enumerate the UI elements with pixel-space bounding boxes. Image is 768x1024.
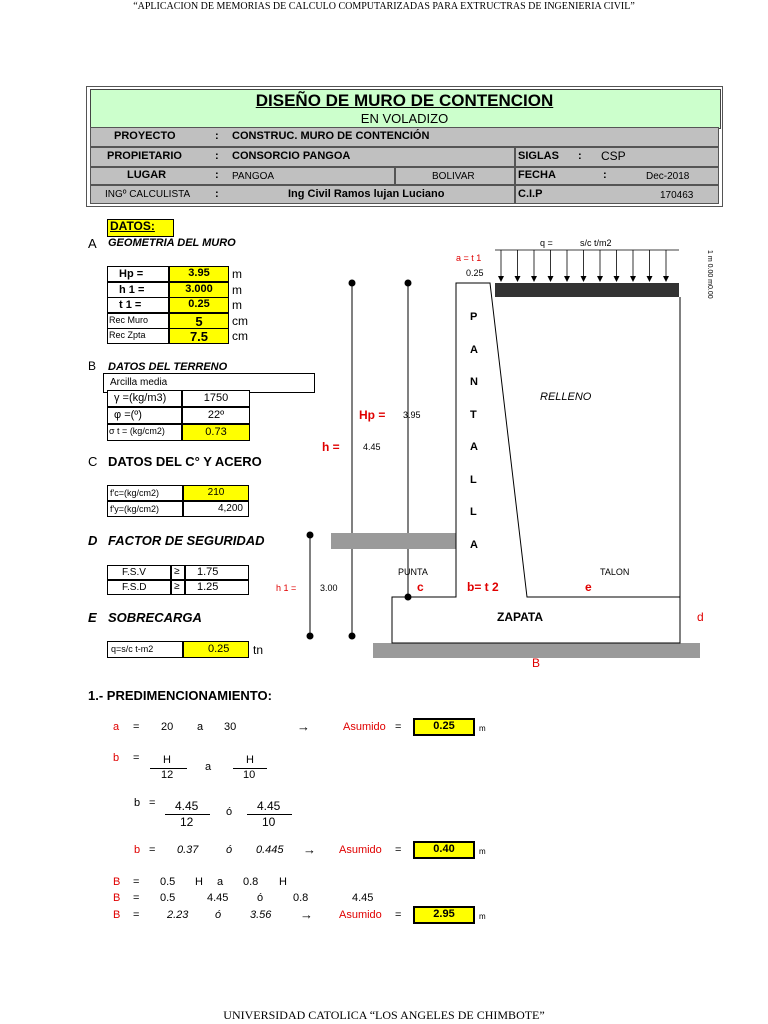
eq: = <box>395 721 402 733</box>
hp-value: 3.95 <box>403 410 421 420</box>
pantalla-letter: A <box>470 441 478 453</box>
geo-key: Hp = <box>119 268 144 280</box>
B-var: B <box>113 892 121 904</box>
terrain-value: 1750 <box>203 392 229 404</box>
proyecto-label: PROYECTO <box>114 130 176 142</box>
B-445: 4.45 <box>207 892 229 904</box>
geo-unit: cm <box>232 313 248 328</box>
safety-key: F.S.D <box>122 582 147 593</box>
h-value: 4.45 <box>363 442 381 452</box>
B-a: a <box>217 876 224 888</box>
siglas-label: SIGLAS <box>518 150 559 162</box>
frac-den-12b: 12 <box>180 815 194 829</box>
hp-label: Hp = <box>359 408 386 422</box>
unit-m: m <box>479 912 486 921</box>
q-label: q = <box>540 238 553 248</box>
load-arrow <box>614 250 620 282</box>
fecha-label: FECHA <box>518 169 556 181</box>
B-max: 3.56 <box>250 909 272 921</box>
unit-m: m <box>479 724 486 733</box>
safety-sign: ≥ <box>174 566 180 577</box>
terrain-type: Arcilla media <box>110 377 168 388</box>
section-c-label: DATOS DEL C° Y ACERO <box>108 454 262 469</box>
concrete-key: f'c=(kg/cm2) <box>110 488 159 498</box>
colon: : <box>603 169 607 181</box>
at1-label: a = t 1 <box>456 253 482 263</box>
propietario-value: CONSORCIO PANGOA <box>232 150 351 162</box>
B-coef-08: 0.8 <box>243 876 259 888</box>
section-e-letter: E <box>88 610 97 625</box>
lugar-label: LUGAR <box>127 169 167 181</box>
section-d-label: FACTOR DE SEGURIDAD <box>108 533 265 548</box>
colon: : <box>215 188 219 200</box>
cip-value: 170463 <box>660 190 694 201</box>
document-subtitle: EN VOLADIZO <box>360 111 449 126</box>
geo-value: 0.25 <box>188 298 210 310</box>
section-b-label: DATOS DEL TERRENO <box>108 361 228 373</box>
section-a-label: GEOMETRIA DEL MURO <box>108 237 236 249</box>
geo-unit: cm <box>232 329 248 343</box>
frac-den-10: 10 <box>243 769 256 781</box>
frac-num-H2: H <box>246 754 254 766</box>
B-var: B <box>113 909 121 921</box>
terrain-key: σ t = (kg/cm2) <box>109 426 165 436</box>
eq: = <box>133 892 140 904</box>
document-footer: UNIVERSIDAD CATOLICA “LOS ANGELES DE CHIMBOTE” <box>223 1008 545 1022</box>
B-445b: 4.45 <box>352 892 374 904</box>
load-arrow <box>663 250 669 282</box>
pantalla-letter: P <box>470 311 478 323</box>
eq: = <box>149 797 156 809</box>
eq: = <box>395 909 402 921</box>
load-arrow <box>531 250 537 282</box>
geo-value: 3.000 <box>185 282 213 295</box>
section-c-letter: C <box>88 454 98 469</box>
load-arrow <box>581 250 587 282</box>
load-arrow <box>548 250 554 282</box>
c-label: c <box>417 580 424 594</box>
a-assumed-value: 0.25 <box>433 720 455 732</box>
geo-key: h 1 = <box>119 283 145 296</box>
terrain-value: 0.73 <box>205 426 227 438</box>
sobrecarga-unit: tn <box>253 643 264 657</box>
load-arrow <box>498 250 504 282</box>
document-title: DISEÑO DE MURO DE CONTENCION <box>255 91 554 110</box>
geo-unit: m <box>232 282 242 297</box>
terrain-key: γ =(kg/m3) <box>114 392 167 404</box>
terrain-key: φ =(º) <box>114 409 142 421</box>
b-assumed-value: 0.40 <box>433 843 455 855</box>
section-d-letter: D <box>88 533 98 548</box>
geo-value: 3.95 <box>188 267 210 279</box>
o-word: ó <box>257 892 264 904</box>
side-note: 1 m 0.00 m0.00 <box>706 250 713 299</box>
o-word: ó <box>226 844 233 856</box>
geo-value: 5 <box>195 313 203 329</box>
o-word: ó <box>215 909 222 921</box>
eq: = <box>395 844 402 856</box>
fecha-value: Dec-2018 <box>646 171 690 182</box>
siglas-value: CSP <box>601 149 626 163</box>
B-H2: H <box>279 876 287 888</box>
pantalla-letter: A <box>470 343 478 356</box>
safety-sign: ≥ <box>174 581 180 592</box>
colon: : <box>215 169 219 181</box>
h-label: h = <box>322 440 340 454</box>
proyecto-value: CONSTRUC. MURO DE CONTENCIÓN <box>232 130 430 142</box>
b-var-3: b <box>134 844 141 856</box>
safety-value: 1.25 <box>197 581 219 593</box>
punta-label: PUNTA <box>398 567 428 577</box>
B-assumed-value: 2.95 <box>433 908 455 920</box>
B-min: 2.23 <box>167 909 189 921</box>
B-H: H <box>195 876 203 888</box>
colon: : <box>578 150 582 162</box>
B-label: B <box>532 656 541 670</box>
document-header: “APLICACION DE MEMORIAS DE CALCULO COMPUTARIZADAS PARA EXTRUCTRAS DE INGENIERIA CIVIL” <box>133 1 635 12</box>
asumido-label: Asumido <box>339 844 382 856</box>
eq: = <box>133 752 140 764</box>
b-max: 0.445 <box>256 844 284 856</box>
B-coef-05: 0.5 <box>160 892 176 904</box>
b-min: 0.37 <box>177 844 199 856</box>
talon-label: TALON <box>600 567 630 577</box>
lugar-value-2: BOLIVAR <box>432 171 475 182</box>
pantalla-letter: T <box>470 408 477 421</box>
o-word: ó <box>226 806 233 818</box>
e-label: e <box>585 580 592 594</box>
geo-key: Rec Zpta <box>109 330 146 340</box>
a-word: a <box>197 721 204 733</box>
load-arrow <box>564 250 570 282</box>
load-arrow <box>647 250 653 282</box>
section-b-letter: B <box>88 359 97 373</box>
load-arrow <box>515 250 521 282</box>
terrain-value: 22º <box>207 409 225 421</box>
a-var: a <box>113 721 120 733</box>
frac-den-10b: 10 <box>262 815 276 829</box>
a-min: 20 <box>161 721 174 733</box>
b-var-2: b <box>134 797 141 809</box>
a-max: 30 <box>224 721 237 733</box>
arrow: → <box>300 907 313 922</box>
t1-value: 0.25 <box>466 268 484 278</box>
frac-num-H: H <box>163 754 171 766</box>
concrete-key: f'y=(kg/cm2) <box>110 504 159 514</box>
asumido-label: Asumido <box>339 909 382 921</box>
B-coef-08: 0.8 <box>293 892 309 904</box>
geo-key: t 1 = <box>119 299 142 311</box>
sobrecarga-value: 0.25 <box>208 643 230 655</box>
section-a-letter: A <box>88 236 97 251</box>
B-var: B <box>113 876 121 888</box>
b-a-word: a <box>205 761 212 773</box>
frac-den-12: 12 <box>161 769 174 781</box>
geo-key: Rec Muro <box>109 314 149 325</box>
pantalla-letter: N <box>470 376 478 388</box>
eq: = <box>133 876 140 888</box>
h1-value: 3.00 <box>320 583 338 593</box>
pantalla-letter: L <box>470 473 477 486</box>
colon: : <box>215 130 219 142</box>
eq: = <box>149 844 156 856</box>
calculista-value: Ing Civil Ramos lujan Luciano <box>288 188 445 200</box>
pantalla-letter: A <box>470 538 478 551</box>
propietario-label: PROPIETARIO <box>107 150 182 162</box>
cip-label: C.I.P <box>518 188 543 200</box>
load-arrow <box>597 250 603 282</box>
sc-label: s/c t/m2 <box>580 238 612 248</box>
eq: = <box>133 909 140 921</box>
safety-value: 1.75 <box>197 566 219 578</box>
b-var: b <box>113 752 120 764</box>
arrow: → <box>303 842 316 857</box>
colon: : <box>215 150 219 162</box>
relleno-label: RELLENO <box>540 391 592 403</box>
geo-unit: m <box>232 267 242 281</box>
asumido-label: Asumido <box>343 721 386 733</box>
bt2-label: b= t 2 <box>467 580 499 594</box>
predim-title: 1.- PREDIMENCIONAMIENTO: <box>88 688 272 703</box>
eq: = <box>133 721 140 733</box>
h1-label: h 1 = <box>276 583 297 593</box>
frac-num-445: 4.45 <box>175 799 199 813</box>
B-coef-05: 0.5 <box>160 876 176 888</box>
lugar-value: PANGOA <box>232 171 275 182</box>
concrete-value: 210 <box>207 487 225 498</box>
load-arrow <box>630 250 636 282</box>
unit-m: m <box>479 847 486 856</box>
frac-num-445b: 4.45 <box>257 799 281 813</box>
geo-unit: m <box>232 298 242 312</box>
arrow: → <box>297 719 310 734</box>
pantalla-letter: L <box>470 506 477 518</box>
sobrecarga-key: q=s/c t-m2 <box>111 644 154 654</box>
d-label: d <box>697 610 704 624</box>
safety-key: F.S.V <box>122 567 146 578</box>
zapata-label: ZAPATA <box>497 610 543 624</box>
geo-value: 7.5 <box>189 329 209 344</box>
calculista-label: INGº CALCULISTA <box>105 189 191 200</box>
section-e-label: SOBRECARGA <box>108 610 202 625</box>
datos-title: DATOS: <box>110 219 155 233</box>
concrete-value: 4,200 <box>217 503 243 514</box>
